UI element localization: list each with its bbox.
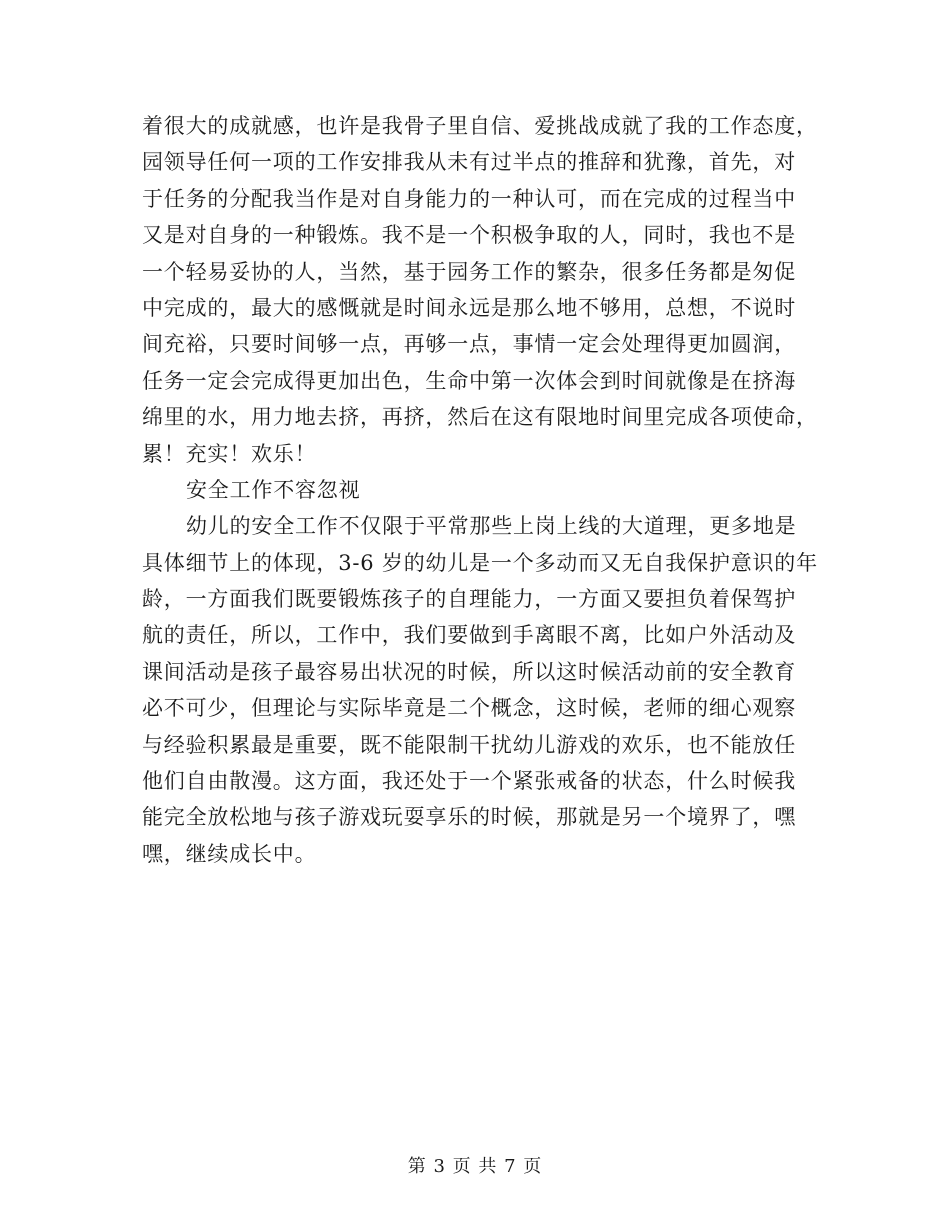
text-line: 具体细节上的体现，3-6 岁的幼儿是一个多动而又无自我保护意识的年: [142, 550, 818, 575]
text-line: 幼儿的安全工作不仅限于平常那些上岗上线的大道理，更多地是: [186, 514, 797, 539]
text-line: 龄，一方面我们既要锻炼孩子的自理能力，一方面又要担负着保驾护: [142, 587, 796, 612]
text-line: 间充裕，只要时间够一点，再够一点，事情一定会处理得更加圆润，: [142, 332, 796, 357]
text-line: 嘿，继续成长中。: [142, 841, 317, 866]
text-line: 累！充实！欢乐！: [142, 441, 317, 466]
text-line: 能完全放松地与孩子游戏玩耍享乐的时候，那就是另一个境界了，嘿: [142, 805, 796, 830]
text-line: 与经验积累最是重要，既不能限制干扰幼儿游戏的欢乐，也不能放任: [142, 732, 796, 757]
paragraph-safety: [142, 508, 818, 872]
text-line: 课间活动是孩子最容易出状况的时候，所以这时候活动前的安全教育: [142, 659, 796, 684]
text-line: 园领导任何一项的工作安排我从未有过半点的推辞和犹豫，首先，对: [142, 150, 796, 175]
text-line: 任务一定会完成得更加出色，生命中第一次体会到时间就像是在挤海: [142, 368, 796, 393]
text-line: 绵里的水，用力地去挤，再挤，然后在这有限地时间里完成各项使命，: [142, 405, 818, 430]
text-line: 必不可少，但理论与实际毕竟是二个概念，这时候，老师的细心观察: [142, 696, 796, 721]
text-line: 一个轻易妥协的人，当然，基于园务工作的繁杂，很多任务都是匆促: [142, 259, 796, 284]
text-line: 他们自由散漫。这方面，我还处于一个紧张戒备的状态，什么时候我: [142, 769, 796, 794]
paragraph-achievement: [142, 108, 818, 472]
text-line: 航的责任，所以，工作中，我们要做到手离眼不离，比如户外活动及: [142, 623, 796, 648]
text-line: 中完成的，最大的感慨就是时间永远是那么地不够用，总想，不说时: [142, 295, 796, 320]
document-body: [142, 108, 818, 872]
text-line: 又是对自身的一种锻炼。我不是一个积极争取的人，同时，我也不是: [142, 223, 796, 248]
page-number-footer: 第 3 页 共 7 页: [407, 1156, 543, 1177]
text-line: 于任务的分配我当作是对自身能力的一种认可，而在完成的过程当中: [142, 186, 796, 211]
section-heading: 安全工作不容忽视: [186, 477, 361, 502]
text-line: 着很大的成就感，也许是我骨子里自信、爱挑战成就了我的工作态度，: [142, 114, 818, 138]
